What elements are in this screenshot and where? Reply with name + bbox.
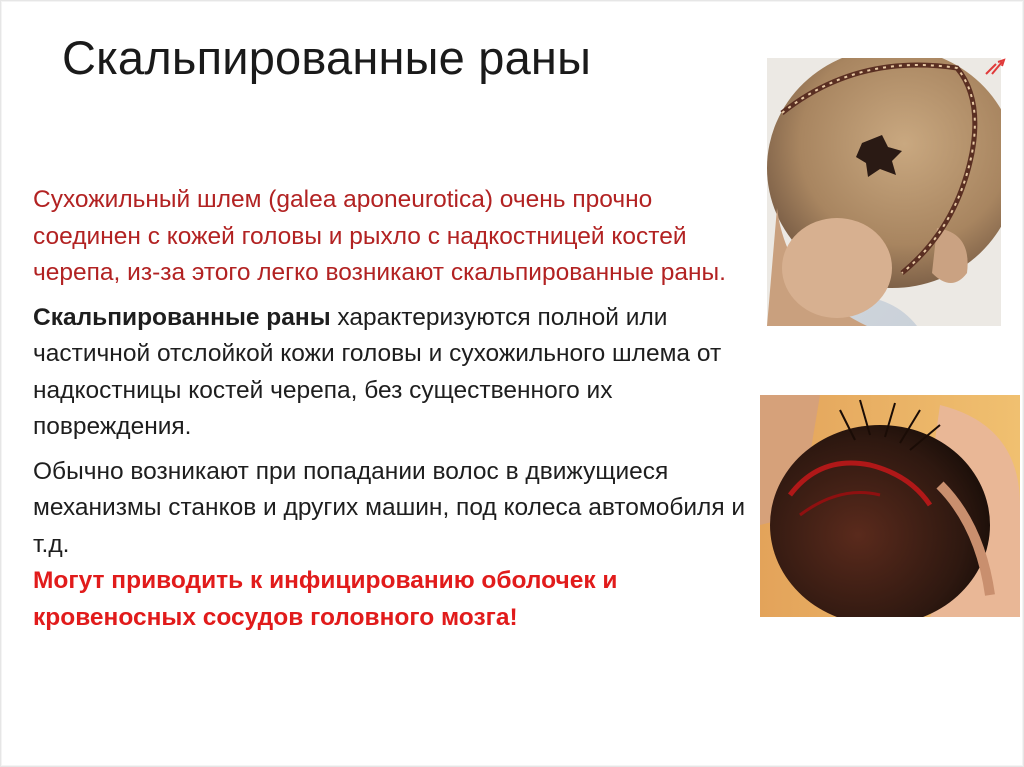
- warning-paragraph: Могут приводить к инфицированию оболочек и кровеносных сосудов головного мозга!: [33, 567, 618, 631]
- slide-body: [33, 182, 748, 644]
- definition-paragraph: [33, 300, 748, 446]
- definition-term: Скальпированные раны: [33, 303, 331, 331]
- sutured-scalp-photo: [767, 58, 1001, 326]
- slide-title: Скальпированные раны: [62, 31, 592, 84]
- definition-text: характеризуются полной или частичной отслойкой кожи головы и сухожильного шлема от надкостницы костей черепа, без существенного их повреждения.: [33, 303, 722, 440]
- causes-paragraph: Обычно возникают при попадании волос в движущиеся механизмы станков и других машин, под колеса автомобиля и т.д.: [33, 457, 746, 558]
- scalp-wound-photo: [760, 395, 1020, 617]
- corner-logo-icon: [984, 58, 1006, 76]
- intro-paragraph: Сухожильный шлем (galea aponeurotica) очень прочно соединен с кожей головы и рыхло с надкостницей костей черепа, из-за этого легко возникают скальпированные раны.: [33, 186, 726, 286]
